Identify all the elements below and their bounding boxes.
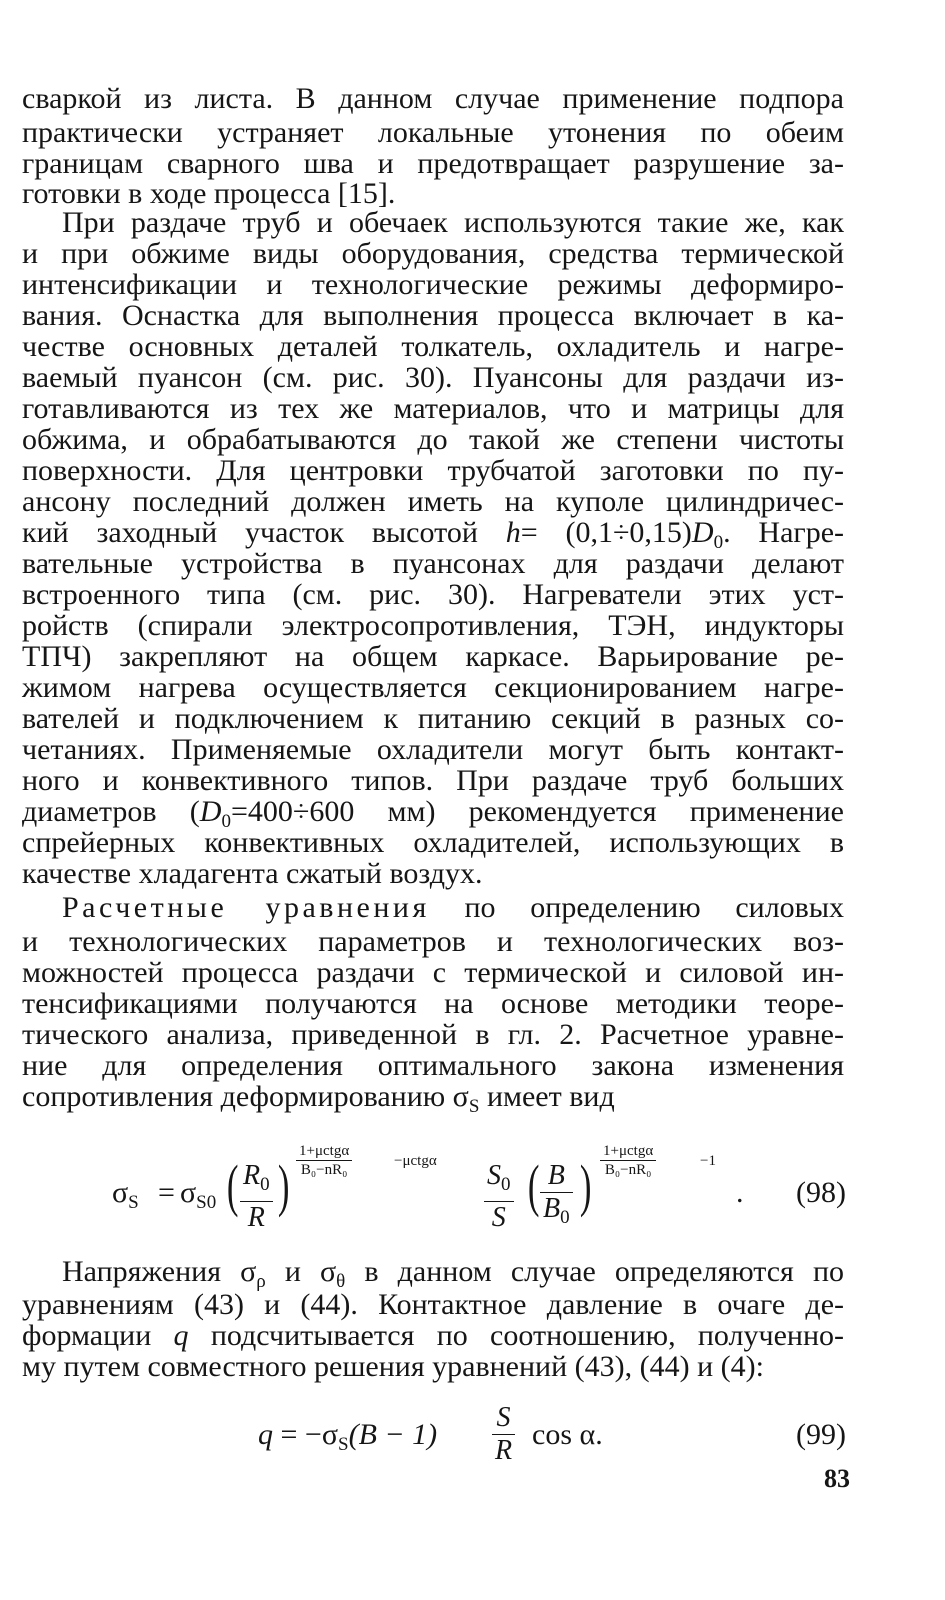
exponent-fraction-1	[296, 1142, 352, 1179]
text-segment: сопротивления деформированию σ	[22, 1080, 469, 1113]
text-line: ного и конвективного типов. При раздаче труб больших	[22, 764, 844, 797]
text-line: ТПЧ) закрепляют на общем каркасе. Варьирование ре-	[22, 640, 844, 673]
subscript: S	[128, 1192, 139, 1213]
text-segment: в данном случае определяются по	[345, 1255, 844, 1288]
numerator	[540, 1160, 573, 1193]
text-line: качестве хладагента сжатый воздух.	[22, 857, 483, 890]
subscript: 0	[221, 811, 231, 832]
text-line: встроенного типа (см. рис. 30). Нагреватели этих уст-	[22, 578, 844, 611]
text-line: ройств (спирали электросопротивления, ТЭН, индукторы	[22, 609, 844, 642]
variable-r: R	[243, 1160, 261, 1191]
sigma-symbol: σ	[180, 1176, 197, 1209]
variable-s: S	[491, 1202, 506, 1233]
text-segment: Напряжения σ	[62, 1255, 257, 1288]
text-line: и технологических параметров и технологических воз-	[22, 925, 844, 958]
text-line: готовки в ходе процесса [15].	[22, 177, 396, 210]
exponent-tail-2: −1	[700, 1153, 716, 1169]
text-segment: (B − 1)	[348, 1418, 438, 1451]
text-segment: = (0,1÷0,15)	[520, 516, 692, 549]
variable-q: q	[173, 1319, 189, 1352]
eq98-sigma-s0	[180, 1176, 216, 1214]
text-line: ваемый пуансон (см. рис. 30). Пуансоны для раздачи из-	[22, 361, 844, 394]
denominator: B₀−nR₀	[604, 1162, 652, 1178]
variable-b: B	[543, 1193, 561, 1224]
subscript: 0	[560, 1207, 570, 1228]
text-line: жимом нагрева осуществляется секционированием нагре-	[22, 671, 844, 704]
text-segment: и σ	[265, 1255, 337, 1288]
text-line: тенсификациями получаются на основе методики теоре-	[22, 987, 844, 1020]
subscript: S	[338, 1434, 349, 1455]
denominator	[492, 1435, 515, 1467]
text-line: спрейерных конвективных охладителей, использующих в	[22, 826, 844, 859]
left-paren: (	[527, 1153, 540, 1218]
text-line: вания. Оснастка для выполнения процесса включает в ка-	[22, 299, 844, 332]
text-segment: = −σ	[280, 1418, 339, 1451]
subscript: S0	[196, 1192, 217, 1213]
text-segment: формации	[22, 1319, 174, 1352]
text-line: вателей и подключением к питанию секций в разных со-	[22, 702, 844, 735]
subscript: 0	[501, 1174, 511, 1195]
text-segment: . Нагре-	[723, 516, 844, 549]
subscript: 0	[260, 1174, 270, 1195]
text-line: уравнениям (43) и (44). Контактное давление в очаге де-	[22, 1288, 844, 1321]
text-line: можностей процесса раздачи с термической и силовой ин-	[22, 956, 844, 989]
subscript: ρ	[256, 1271, 266, 1292]
variable-q: q	[258, 1418, 273, 1451]
subscript: 0	[713, 532, 724, 553]
right-paren: )	[579, 1153, 592, 1218]
denominator	[240, 1202, 273, 1234]
variable-s: S	[496, 1402, 511, 1433]
text-line	[22, 1080, 844, 1124]
numerator: 1+μctgα	[296, 1142, 352, 1161]
numerator: 1+μctgα	[600, 1142, 656, 1161]
text-segment: кий заходный участок высотой	[22, 516, 478, 549]
variable-b: B	[547, 1160, 565, 1191]
text-line: четаниях. Применяемые охладители могут быть контакт-	[22, 733, 844, 766]
variable-d: D	[691, 516, 714, 549]
eq99-tail: cos α.	[532, 1418, 603, 1451]
eq98-lhs	[112, 1176, 139, 1214]
text-line: му путем совместного решения уравнений (43), (44) и (4):	[22, 1350, 764, 1383]
text-line: ансону последний должен иметь на куполе цилиндричес-	[22, 485, 844, 518]
fraction-b-over-b0	[540, 1160, 573, 1234]
numerator	[240, 1160, 273, 1202]
text-segment: диаметров (	[22, 795, 200, 828]
right-paren: )	[277, 1153, 290, 1218]
page-number: 83	[824, 1464, 850, 1493]
text-segment: подсчитывается по соотношению, полученно-	[188, 1319, 845, 1352]
text-line: честве основных деталей толкатель, охладитель и нагре-	[22, 330, 844, 363]
text-line: сваркой из листа. В данном случае применение подпора	[22, 82, 844, 115]
variable-r: R	[247, 1202, 265, 1233]
text-line: практически устраняет локальные утонения по обеим	[22, 116, 844, 149]
variable-d: D	[199, 795, 222, 828]
text-line	[62, 891, 844, 925]
denominator	[540, 1193, 573, 1234]
numerator	[484, 1160, 514, 1202]
text-line	[22, 1319, 844, 1353]
left-paren: (	[226, 1153, 239, 1218]
fraction-s-over-r	[492, 1402, 515, 1467]
text-line: интенсификации и технологические режимы деформиро-	[22, 268, 844, 301]
exponent-tail-1: −μctgα	[394, 1153, 437, 1169]
exponent-fraction-2	[600, 1142, 656, 1179]
text-line: вательные устройства в пуансонах для раздачи делают	[22, 547, 844, 580]
denominator: B₀−nR₀	[300, 1162, 348, 1178]
numerator	[492, 1402, 515, 1435]
variable-h: h	[505, 516, 521, 549]
fraction-r0-over-r	[240, 1160, 273, 1234]
subscript: θ	[336, 1271, 346, 1292]
text-line: тического анализа, приведенной в гл. 2. Расчетное уравне-	[22, 1018, 844, 1051]
text-line: ние для определения оптимального закона изменения	[22, 1049, 844, 1082]
text-line: границам сварного шва и предотвращает разрушение за-	[22, 147, 844, 180]
variable-s: S	[487, 1160, 501, 1191]
eq98-period: .	[736, 1176, 744, 1209]
text-segment: по определению силовых	[429, 891, 845, 924]
text-line: поверхности. Для центровки трубчатой заготовки по пу-	[22, 454, 844, 487]
eq99-lhs	[258, 1418, 437, 1456]
eq98-equals: =	[158, 1176, 175, 1209]
fraction-s0-over-s	[484, 1160, 514, 1234]
subscript: S	[468, 1096, 480, 1117]
spaced-heading: Расчетные уравнения	[62, 891, 430, 924]
denominator	[484, 1202, 514, 1234]
text-line: обжима, и обрабатываются до такой же степени чистоты	[22, 423, 844, 456]
text-line: готавливаются из тех же материалов, что и матрицы для	[22, 392, 844, 425]
sigma-symbol: σ	[112, 1176, 129, 1209]
variable-r: R	[495, 1435, 513, 1466]
equation-number: (99)	[796, 1418, 846, 1451]
text-line: и при обжиме виды оборудования, средства термической	[22, 237, 844, 270]
equation-number: (98)	[796, 1176, 846, 1209]
text-line: При раздаче труб и обечаек используются такие же, как	[62, 206, 844, 239]
text-segment: имеет вид	[479, 1080, 615, 1113]
text-segment: =400÷600 мм) рекомендуется применение	[230, 795, 844, 828]
